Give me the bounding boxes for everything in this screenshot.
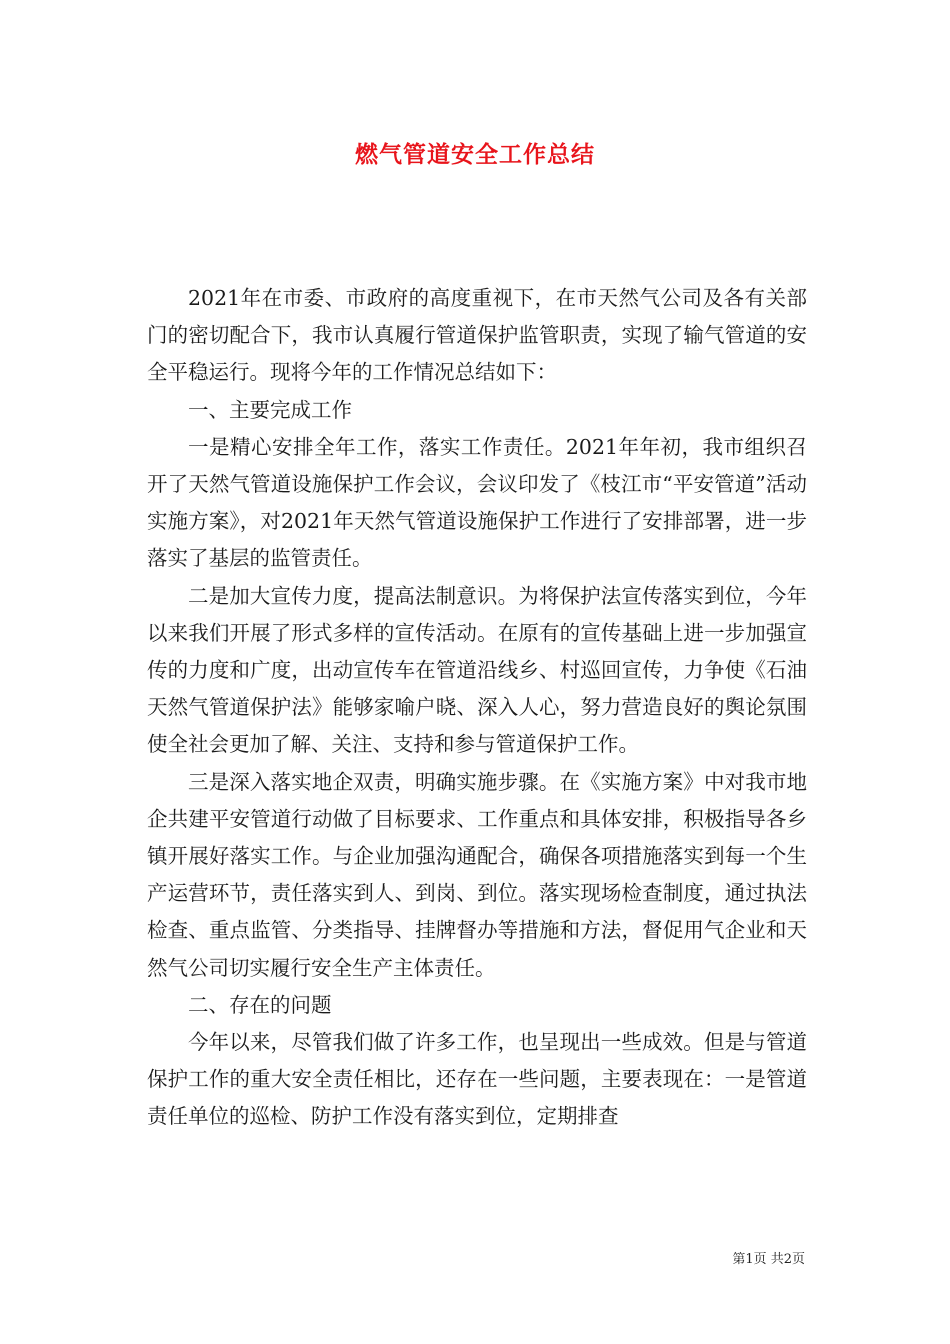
section-heading-2: 二、存在的问题 [188,992,332,1017]
page-number-footer: 第1页 共2页 [732,1252,805,1267]
page-title: 燃气管道安全工作总结 [355,142,595,168]
paragraph-item-1: 一是精心安排全年工作，落实工作责任。2021年年初，我市组织召开了天然气管道设施保护工作会议，会议印发了《枝江市“平安管道”活动实施方案》，对2021年天然气管道设施保护工作进行了安排部署，进一步落实了基层的监管责任。 [147,434,807,571]
paragraph-item-3: 三是深入落实地企双责，明确实施步骤。在《实施方案》中对我市地企共建平安管道行动做了目标要求、工作重点和具体安排，积极指导各乡镇开展好落实工作。与企业加强沟通配合，确保各项措施落实到每一个生产运营环节，责任落实到人、到岗、到位。落实现场检查制度，通过执法检查、重点监管、分类指导、挂牌督办等措施和方法，督促用气企业和天然气公司切实履行安全生产主体责任。 [147,769,807,980]
document-body [147,280,807,1136]
section-heading-1: 一、主要完成工作 [188,397,352,422]
paragraph-item-2: 二是加大宣传力度，提高法制意识。为将保护法宣传落实到位，今年以来我们开展了形式多样的宣传活动。在原有的宣传基础上进一步加强宣传的力度和广度，出动宣传车在管道沿线乡、村巡回宣传，力争使《石油天然气管道保护法》能够家喻户晓、深入人心，努力营造良好的舆论氛围使全社会更加了解、关注、支持和参与管道保护工作。 [147,583,807,757]
problems-paragraph: 今年以来，尽管我们做了许多工作，也呈现出一些成效。但是与管道保护工作的重大安全责任相比，还存在一些问题，主要表现在：一是管道责任单位的巡检、防护工作没有落实到位，定期排查 [147,1030,807,1129]
intro-paragraph: 2021年在市委、市政府的高度重视下，在市天然气公司及各有关部门的密切配合下，我市认真履行管道保护监管职责，实现了输气管道的安全平稳运行。现将今年的工作情况总结如下： [147,286,807,385]
